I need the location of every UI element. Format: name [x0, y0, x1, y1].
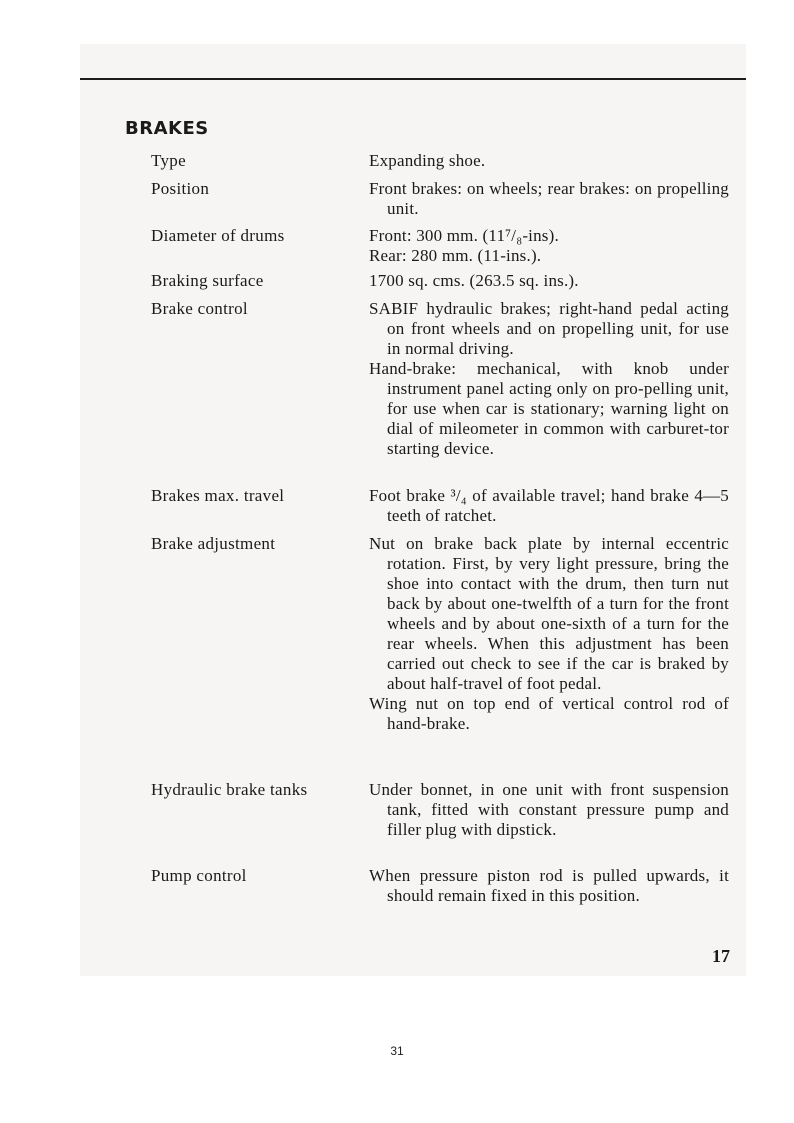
spec-text: Hand-brake: mechanical, with knob under instrument panel acting only on pro-pelling unit, for use when car is stationary; warning light on dial of mileometer in common with carburet-tor starting device.	[369, 359, 729, 458]
spec-text: Rear: 280 mm. (11-ins.).	[369, 246, 542, 265]
spec-value-control	[369, 299, 729, 459]
header-rule	[80, 78, 746, 80]
spec-text: Nut on brake back plate by internal eccentric rotation. First, by very light pressure, bring the shoe into contact with the drum, then turn nut back by about one-twelfth of a turn for the front wheels and by about one-sixth of a turn for the rear wheels. When this adjustment has been carried out check to see if the car is braked by about half-travel of foot pedal.	[369, 534, 729, 693]
spec-text: Front brakes: on wheels; rear brakes: on propelling unit.	[369, 179, 729, 218]
spec-text: Foot brake ³/₄ of available travel; hand brake 4—5 teeth of ratchet.	[369, 486, 729, 525]
spec-text: Under bonnet, in one unit with front suspension tank, fitted with constant pressure pump and filler plug with dipstick.	[369, 780, 729, 839]
spec-text: Front: 300 mm. (11⁷/₈-ins).	[369, 226, 559, 245]
section-heading: BRAKES	[125, 118, 209, 139]
spec-label-adjustment: Brake adjustment	[151, 534, 276, 553]
spec-value-position	[369, 179, 729, 219]
spec-label-pump: Pump control	[151, 866, 247, 885]
spec-label-travel: Brakes max. travel	[151, 486, 285, 505]
spec-value-adjustment	[369, 534, 729, 734]
spec-text: SABIF hydraulic brakes; right-hand pedal acting on front wheels and on propelling unit, for use in normal driving.	[369, 299, 729, 358]
spec-text: Expanding shoe.	[369, 151, 486, 170]
spec-value-travel	[369, 486, 729, 526]
spec-text: 1700 sq. cms. (263.5 sq. ins.).	[369, 271, 579, 290]
spec-value-surface	[369, 271, 729, 291]
page-number: 17	[712, 946, 730, 966]
spec-text: Wing nut on top end of vertical control rod of hand-brake.	[369, 694, 729, 733]
spec-label-diameter: Diameter of drums	[151, 226, 285, 245]
spec-label-control: Brake control	[151, 299, 248, 318]
spec-text: When pressure piston rod is pulled upwards, it should remain fixed in this position.	[369, 866, 729, 905]
spec-label-position: Position	[151, 179, 210, 198]
spec-value-type	[369, 151, 729, 171]
spec-value-diameter	[369, 226, 729, 266]
spec-label-tanks: Hydraulic brake tanks	[151, 780, 308, 799]
spec-value-pump	[369, 866, 729, 906]
spec-value-tanks	[369, 780, 729, 840]
sheet-number: 31	[390, 1044, 404, 1058]
spec-label-type: Type	[151, 151, 186, 170]
spec-label-surface: Braking surface	[151, 271, 264, 290]
